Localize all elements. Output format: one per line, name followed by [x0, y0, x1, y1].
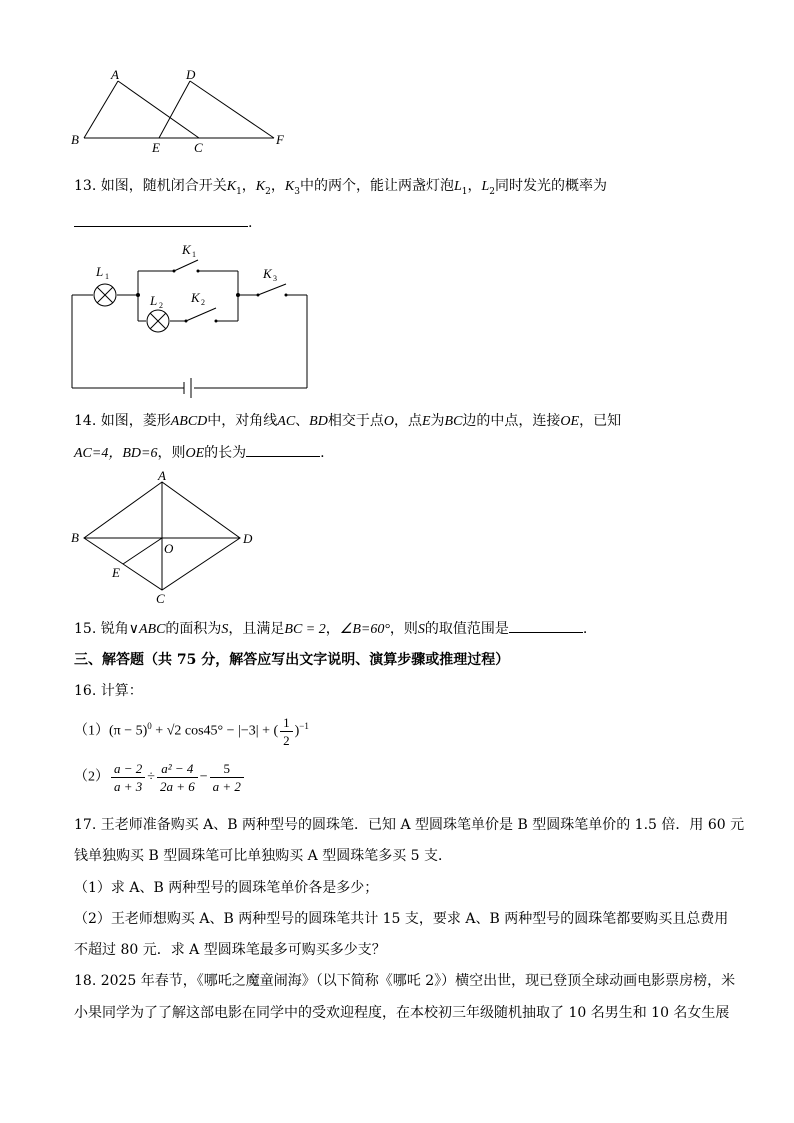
q13-k3: K — [284, 179, 295, 194]
q13-k2-sub: 2 — [265, 186, 271, 197]
q16-p2-label: （2） — [74, 769, 109, 785]
circuit-label-L1: L — [96, 264, 104, 279]
q14-answer-blank[interactable] — [246, 442, 320, 457]
q14-ac: AC — [277, 414, 296, 429]
q16-p2-f3-num: 5 — [210, 760, 244, 778]
q16-p1-expr-c: cos45° − — [181, 723, 239, 739]
q13-l2-sub: 2 — [489, 186, 496, 197]
q14-text-j: 的长为 — [204, 445, 247, 461]
q14-bd: BD — [309, 414, 328, 429]
circuit-label-K3: K — [263, 266, 272, 281]
q15-s2: S — [417, 622, 425, 637]
q16-p2-fraction3 — [210, 760, 244, 795]
q13-l1: L — [453, 179, 462, 194]
q17-part1: （1）求 A、B 两种型号的圆珠笔单价各是多少； — [74, 880, 379, 896]
q14-oe: OE — [560, 414, 580, 429]
q16-p1-expr-b: + — [151, 723, 167, 739]
q16-p2-f1-num: a − 2 — [111, 760, 145, 778]
rhombus-label-D: D — [243, 531, 253, 546]
q13-k1-sub: 1 — [236, 186, 242, 197]
q16-p2-f2-num: a² − 4 — [157, 760, 198, 778]
q15-text-e: ，则 — [389, 621, 418, 637]
q18-line2: 小果同学为了了解这部电影在同学中的受欢迎程度，在本校初三年级随机抽取了 10 名男生和 10 名女生展 — [74, 1005, 730, 1021]
q18-line1: 18. 2025 年春节，《哪吒之魔童闹海》（以下简称《哪吒 2》）横空出世，现已登顶全球动画电影票房榜，米 — [74, 973, 736, 989]
q17-line1-text: 王老师准备购买 A、B 两种型号的圆珠笔．已知 A 型圆珠笔单价是 B 型圆珠笔单价的 1.5 倍．用 60 元 — [100, 817, 745, 833]
q15-triangle-symbol: ∨ — [128, 622, 139, 637]
q16-p1-exp-neg1: −1 — [299, 721, 309, 731]
q16-p1-abs: |−3| — [238, 723, 259, 739]
q16-title — [74, 681, 143, 701]
q16-part2 — [74, 760, 246, 795]
circuit-figure — [66, 238, 316, 398]
q14-o: O — [383, 414, 394, 429]
label-A: A — [111, 67, 119, 82]
circuit-label-K1-sub: 1 — [192, 250, 196, 259]
q14-text-i: ，则 — [157, 445, 186, 461]
q16-p2-minus: − — [199, 769, 208, 785]
q15-angle: ∠B=60° — [339, 622, 390, 637]
rhombus-label-O: O — [164, 541, 174, 556]
q13-l2: L — [481, 179, 490, 194]
q14-bc: BC — [444, 414, 463, 429]
rhombus-label-E: E — [112, 565, 120, 580]
q17-part2-line2: 不超过 80 元．求 A 型圆珠笔最多可购买多少支？ — [74, 942, 386, 958]
q13-sep2: ， — [270, 178, 285, 194]
q14-text-a: 如图，菱形 — [100, 413, 171, 429]
q13-text — [74, 176, 607, 202]
circuit-label-L1-sub: 1 — [105, 272, 109, 281]
q14-text-g: 边的中点，连接 — [462, 413, 561, 429]
q14-text-h: ，已知 — [579, 413, 622, 429]
q16-number: 16. — [74, 683, 97, 699]
q14-text-b: 中，对角线 — [207, 413, 278, 429]
q16-p2-fraction1 — [111, 760, 145, 795]
rhombus-label-A: A — [158, 468, 166, 483]
section-3-title: 三、解答题（共 75 分，解答应写出文字说明、演算步骤或推理过程） — [74, 652, 510, 668]
label-C: C — [194, 140, 203, 155]
label-D: D — [186, 67, 196, 82]
q16-p1-fraction — [280, 714, 293, 749]
q16-p1-exp0: 0 — [147, 721, 152, 731]
label-B: B — [71, 132, 79, 147]
q14-line2 — [74, 442, 325, 464]
q14-e: E — [421, 414, 431, 429]
q17-line1 — [74, 815, 744, 835]
rhombus-label-B: B — [71, 530, 79, 545]
q14-text-c: 、 — [295, 413, 310, 429]
q16-p1-expr-a: (π − 5) — [109, 723, 148, 739]
q14-number: 14. — [74, 413, 97, 429]
rhombus-label-C: C — [156, 591, 165, 606]
q15-text-c: ，且满足 — [228, 621, 285, 637]
q16-p1-frac-num: 1 — [280, 714, 293, 732]
q16-p2-f2-den: 2a + 6 — [159, 779, 195, 794]
q14-line1 — [74, 411, 621, 432]
q13-text-b: 中的两个，能让两盏灯泡 — [299, 178, 454, 194]
q13-text-c: 同时发光的概率为 — [495, 178, 608, 194]
circuit-label-K2: K — [191, 290, 200, 305]
circuit-label-K3-sub: 3 — [273, 274, 277, 283]
q15-number: 15. — [74, 621, 97, 637]
q16-p1-expr-e: ) — [294, 723, 300, 739]
q13-k2: K — [255, 179, 266, 194]
circuit-label-K1: K — [182, 242, 191, 257]
q16-p2-fraction2 — [157, 760, 198, 795]
q16-p2-f1-den: a + 3 — [114, 779, 143, 794]
q14-text-f: 为 — [430, 413, 445, 429]
q13-text-a: 如图，随机闭合开关 — [100, 178, 227, 194]
q13-number: 13. — [74, 178, 97, 194]
q15-text-a: 锐角 — [100, 621, 129, 637]
q17-line2: 钱单独购买 B 型圆珠笔可比单独购买 A 型圆珠笔多买 5 支． — [74, 848, 453, 864]
q13-end: . — [248, 215, 253, 231]
q15-bc-eq: BC = 2 — [284, 622, 326, 637]
q15-text — [74, 618, 587, 640]
q16-part1 — [74, 713, 309, 749]
q16-p2-div: ÷ — [147, 769, 155, 785]
q16-p1-label: （1） — [74, 723, 109, 739]
q17-number: 17. — [74, 817, 97, 833]
q16-p1-expr-d: + ( — [258, 723, 279, 739]
label-E: E — [152, 140, 160, 155]
q13-answer-line — [74, 212, 252, 233]
q17-part2-line1: （2）王老师想购买 A、B 两种型号的圆珠笔共计 15 支，要求 A、B 两种型号的圆珠笔都要购买且总费用 — [74, 911, 729, 927]
circuit-label-L2-sub: 2 — [159, 301, 163, 310]
q16-p1-sqrt: √2 — [166, 723, 182, 739]
q13-l1-sub: 1 — [461, 186, 468, 197]
q15-end: . — [582, 621, 588, 637]
q16-p1-frac-den: 2 — [283, 732, 290, 748]
q15-abc: ABC — [138, 622, 166, 637]
q14-end: . — [320, 445, 325, 461]
q14-text-e: ，点 — [393, 413, 422, 429]
q13-answer-blank[interactable] — [74, 212, 248, 227]
rhombus-figure — [66, 468, 266, 608]
q15-s: S — [221, 622, 229, 637]
label-F: F — [276, 132, 284, 147]
q16-p2-f3-den: a + 2 — [212, 779, 241, 794]
q14-abcd: ABCD — [170, 414, 208, 429]
q16-title-text: 计算： — [100, 683, 143, 699]
triangles-figure — [66, 66, 296, 156]
q13-k3-sub: 3 — [294, 186, 300, 197]
q13-k1: K — [226, 179, 237, 194]
q13-sep1: ， — [241, 178, 256, 194]
q14-oe2: OE — [185, 446, 205, 461]
q15-text-d: ， — [325, 621, 340, 637]
q15-text-b: 的面积为 — [165, 621, 222, 637]
q14-given: AC=4，BD=6 — [74, 446, 158, 461]
q15-text-f: 的取值范围是 — [424, 621, 509, 637]
circuit-label-K2-sub: 2 — [201, 298, 205, 307]
q13-sep3: ， — [467, 178, 482, 194]
q15-answer-blank[interactable] — [509, 618, 583, 633]
q14-text-d: 相交于点 — [327, 413, 384, 429]
circuit-label-L2: L — [150, 293, 158, 308]
